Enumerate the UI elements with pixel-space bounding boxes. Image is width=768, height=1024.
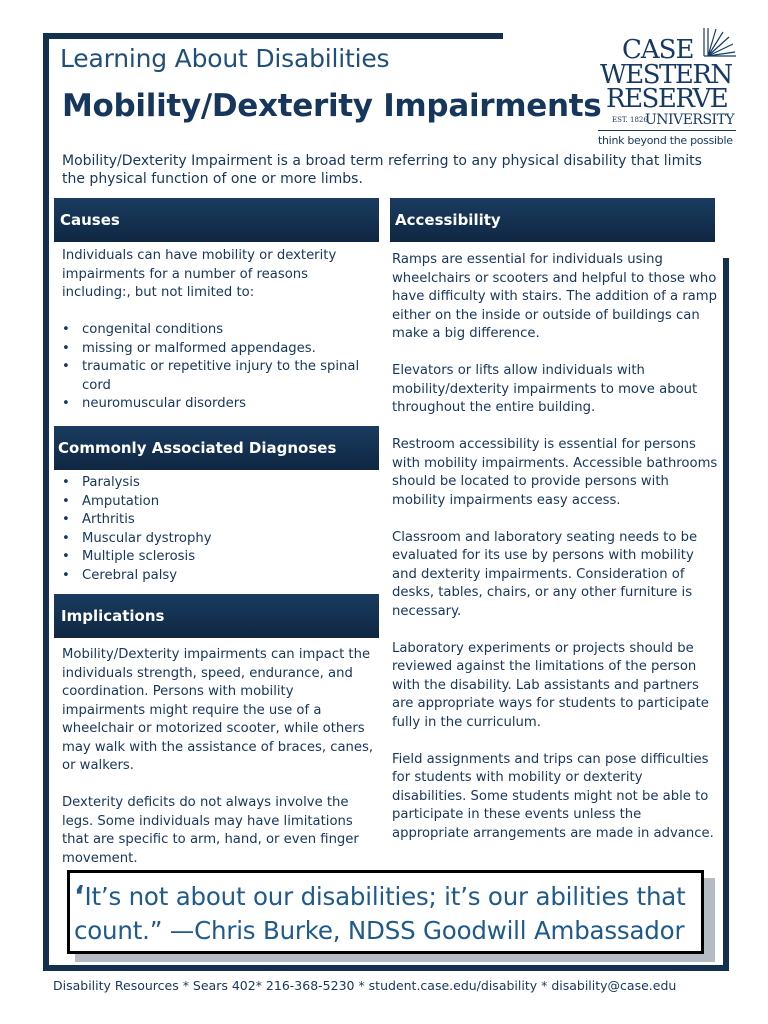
intro-paragraph: Mobility/Dexterity Impairment is a broad term referring to any physical disability that limits the physical function of one or more limbs. [62, 153, 702, 187]
quote-mark: ‘ [74, 879, 85, 912]
university-logo [598, 24, 738, 150]
frame-bottom-rule [43, 965, 729, 971]
implications-paragraph: Mobility/Dexterity impairments can impact the individuals strength, speed, endurance, and coordination. Persons with mobility impairments might require the use of a wheelchair or motorized scooter, while others may walk with the assistance of braces, canes, or walkers. [62, 647, 374, 773]
implications-heading: Implications [54, 594, 379, 638]
list-item: • neuromuscular disorders [60, 395, 378, 414]
accessibility-paragraph: Elevators or lifts allow individuals with mobility/dexterity impairments to move about throughout the entire building. [392, 363, 698, 415]
logo-rule [598, 130, 736, 131]
logo-word-western: WESTERN [600, 60, 732, 90]
accessibility-paragraph: Ramps are essential for individuals using wheelchairs or scooters and helpful to those who have difficulty with stairs. The addition of a ramp either on the inside or outside of buildings can make a big difference. [392, 252, 717, 341]
sunburst-icon [702, 26, 736, 60]
diagnoses-heading: Commonly Associated Diagnoses [54, 426, 379, 470]
list-item: • Amputation [60, 493, 378, 512]
logo-established: EST. 1826 [612, 116, 648, 124]
accessibility-paragraph: Classroom and laboratory seating needs to be evaluated for its use by persons with mobility and dexterity impairments. Consideration of desks, tables, chairs, or any other furniture is necessary. [392, 529, 698, 619]
diagnoses-list [60, 474, 378, 585]
accessibility-paragraph: Restroom accessibility is essential for persons with mobility impairments. Accessible bathrooms should be located to provide persons with mobility impairments easy access. [392, 437, 718, 508]
list-item: • Cerebral palsy [60, 567, 378, 586]
footer-contact: Disability Resources * Sears 402* 216-368-5230 * student.case.edu/disability * disability@case.edu [53, 978, 677, 993]
list-item: • Muscular dystrophy [60, 530, 378, 549]
causes-list [60, 321, 378, 414]
accessibility-heading: Accessibility [390, 198, 715, 242]
frame-right-rule [723, 258, 729, 971]
list-item: • traumatic or repetitive injury to the spinal cord [60, 358, 378, 395]
accessibility-paragraph: Field assignments and trips can pose difficulties for students with mobility or dexterity disabilities. Some students might not be able to participate in these events unless the appropriate arrangements are made in advance. [392, 751, 714, 841]
implications-text [62, 646, 378, 868]
list-item: • Arthritis [60, 511, 378, 530]
logo-word-reserve: RESERVE [606, 84, 728, 114]
logo-word-university: UNIVERSITY [645, 112, 735, 128]
list-item: • missing or malformed appendages. [60, 340, 378, 359]
implications-paragraph: Dexterity deficits do not always involve the legs. Some individuals may have limitations that are specific to arm, hand, or even finger movement. [62, 795, 359, 866]
list-item: • Multiple sclerosis [60, 548, 378, 567]
accessibility-paragraph: Laboratory experiments or projects should be reviewed against the limitations of the person with the disability. Lab assistants and partners are appropriate ways for students to participate fully in the curriculum. [392, 640, 709, 730]
causes-heading: Causes [54, 198, 379, 242]
frame-left-rule [43, 33, 49, 971]
page-title: Mobility/Dexterity Impairments [62, 88, 602, 124]
frame-top-rule [43, 33, 503, 39]
logo-tagline: think beyond the possible [598, 134, 733, 147]
quote-text: It’s not about our disabilities; it’s our abilities that count.” —Chris Burke, NDSS Goodwill Ambassador [74, 882, 686, 945]
accessibility-text [392, 251, 718, 862]
page-subtitle: Learning About Disabilities [60, 44, 390, 73]
causes-text: Individuals can have mobility or dexterity impairments for a number of reasons including:, but not limited to: [62, 248, 337, 300]
list-item: • congenital conditions [60, 321, 378, 340]
list-item: • Paralysis [60, 474, 378, 493]
logo-word-case: CASE [622, 35, 694, 65]
quote-box [67, 870, 704, 954]
